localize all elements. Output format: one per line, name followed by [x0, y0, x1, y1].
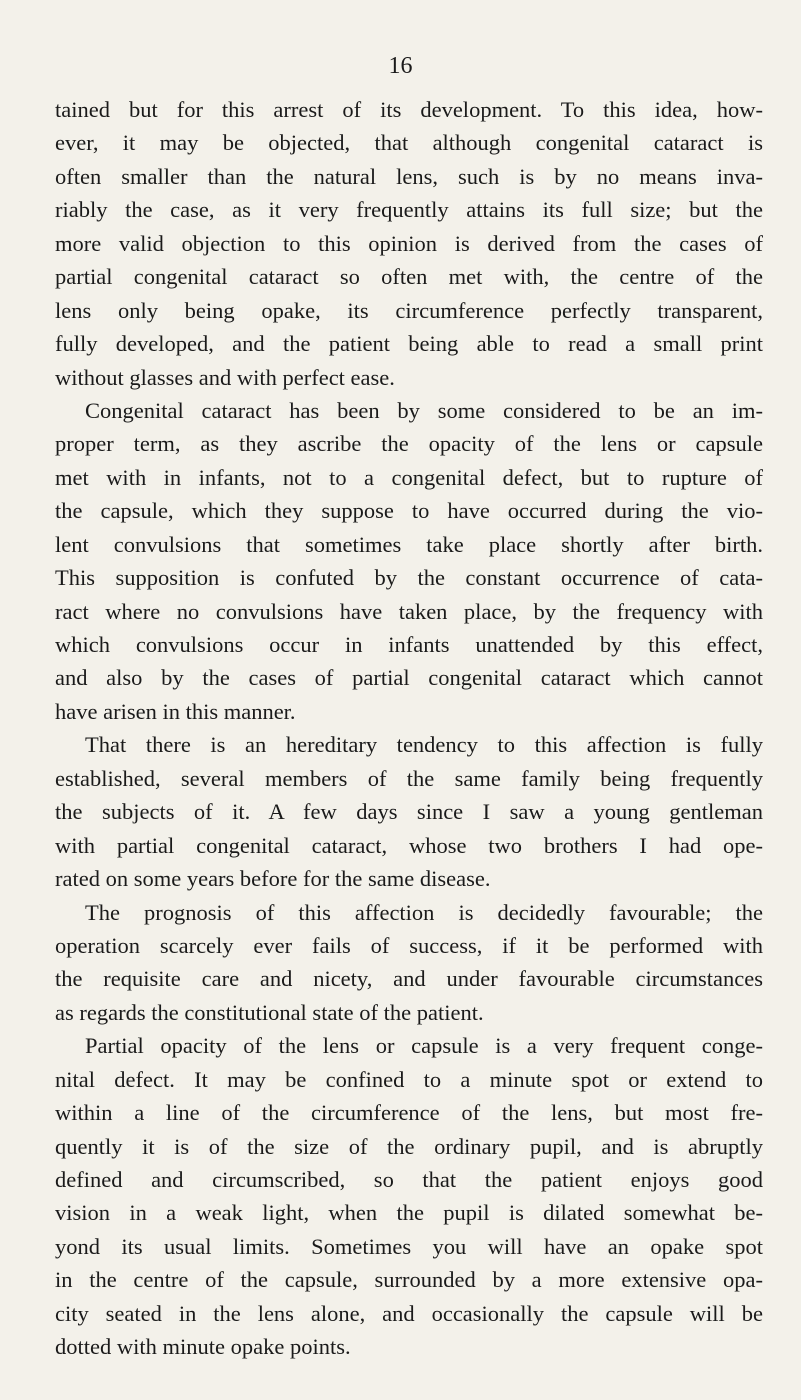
text-line: nital defect. It may be confined to a minute spot or extend to [55, 1066, 763, 1092]
text-line: partial congenital cataract so often met with, the centre of the [55, 264, 763, 290]
text-line: which convulsions occur in infants unattended by this effect, [55, 632, 763, 657]
page-number: 16 [388, 53, 413, 79]
text-line: as regards the constitutional state of the patient. [55, 999, 484, 1025]
text-line: often smaller than the natural lens, such is by no means inva- [55, 163, 763, 189]
body-text [55, 93, 763, 1364]
text-line: dotted with minute opake points. [55, 1334, 351, 1360]
text-line: have arisen in this manner. [55, 698, 296, 724]
text-line: ract where no convulsions have taken place, by the frequency with [55, 598, 763, 624]
text-line: quently it is of the size of the ordinary pupil, and is abruptly [55, 1133, 763, 1159]
text-line: the requisite care and nicety, and under favourable circumstances [55, 966, 763, 992]
text-line: met with in infants, not to a congenital defect, but to rupture of [55, 464, 763, 490]
text-line: defined and circumscribed, so that the patient enjoys good [55, 1167, 763, 1192]
text-line: without glasses and with perfect ease. [55, 364, 395, 390]
text-line: the capsule, which they suppose to have occurred during the vio- [55, 498, 763, 524]
text-line: This supposition is confuted by the constant occurrence of cata- [55, 565, 763, 591]
text-line: the subjects of it. A few days since I saw a young gentleman [55, 799, 763, 825]
text-line: ever, it may be objected, that although congenital cataract is [55, 130, 763, 156]
text-line: rated on some years before for the same disease. [55, 866, 491, 892]
text-line: Congenital cataract has been by some considered to be an im- [85, 397, 763, 423]
text-line: vision in a weak light, when the pupil is dilated somewhat be- [55, 1200, 763, 1226]
text-line: fully developed, and the patient being able to read a small print [55, 331, 763, 357]
text-line: operation scarcely ever fails of success, if it be performed with [55, 932, 763, 958]
text-line: established, several members of the same family being frequently [55, 765, 763, 791]
text-line: with partial congenital cataract, whose two brothers I had ope- [55, 832, 763, 858]
text-line: riably the case, as it very frequently attains its full size; but the [55, 197, 763, 223]
text-line: city seated in the lens alone, and occasionally the capsule will be [55, 1300, 763, 1326]
text-line: tained but for this arrest of its development. To this idea, how- [55, 97, 763, 122]
text-line: and also by the cases of partial congenital cataract which cannot [55, 665, 763, 691]
text-line: in the centre of the capsule, surrounded by a more extensive opa- [55, 1267, 763, 1293]
text-line: more valid objection to this opinion is derived from the cases of [55, 230, 763, 256]
text-line: lens only being opake, its circumference perfectly transparent, [55, 297, 763, 323]
text-line: The prognosis of this affection is decidedly favourable; the [85, 899, 763, 925]
text-line: yond its usual limits. Sometimes you will have an opake spot [55, 1233, 763, 1259]
text-line: within a line of the circumference of the lens, but most fre- [55, 1100, 763, 1126]
text-line: That there is an hereditary tendency to this affection is fully [85, 732, 763, 758]
text-line: Partial opacity of the lens or capsule is a very frequent conge- [85, 1033, 763, 1059]
text-line: proper term, as they ascribe the opacity of the lens or capsule [55, 431, 763, 457]
text-line: lent convulsions that sometimes take place shortly after birth. [55, 531, 763, 557]
